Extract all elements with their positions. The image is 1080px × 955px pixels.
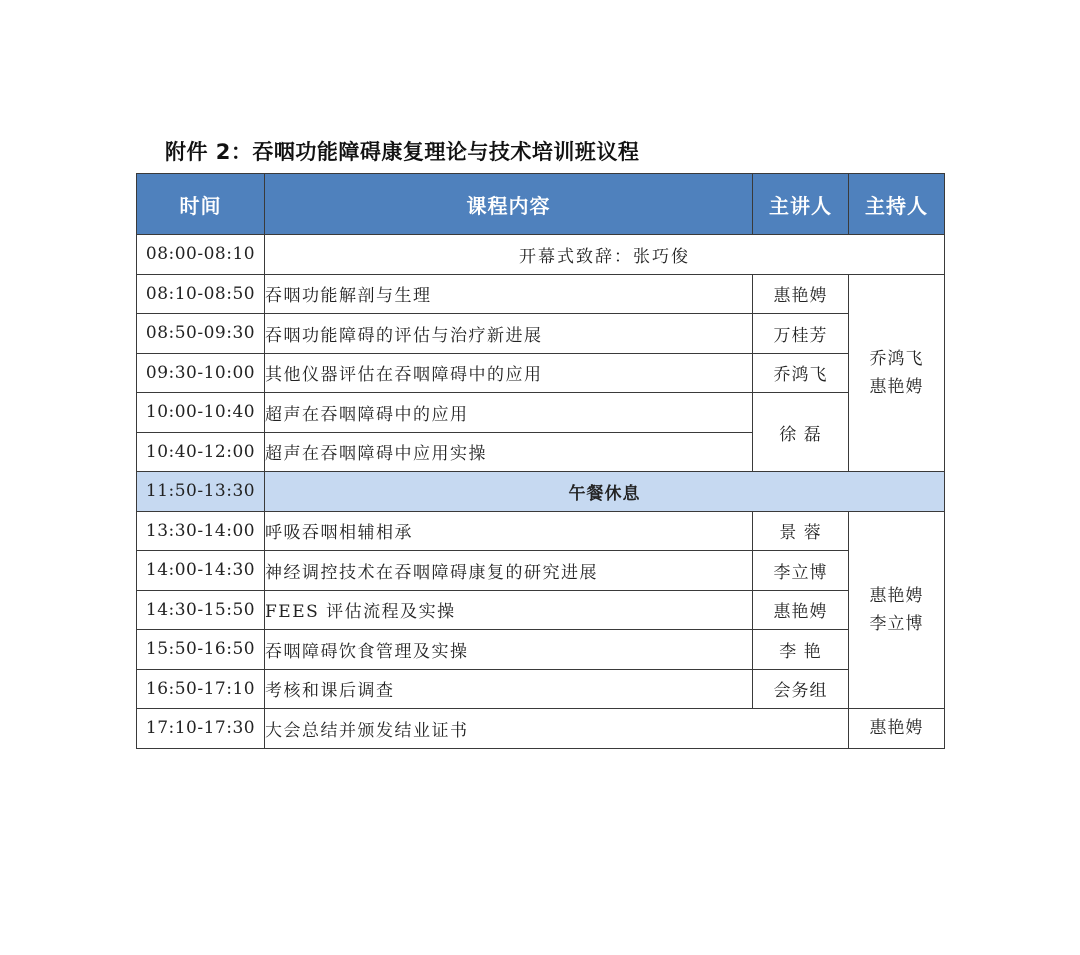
time-cell: 10:00-10:40 bbox=[137, 393, 265, 433]
table-row bbox=[137, 669, 945, 709]
content-cell: FEES 评估流程及实操 bbox=[265, 590, 753, 630]
content-cell: 呼吸吞咽相辅相承 bbox=[265, 511, 753, 551]
table-row bbox=[137, 630, 945, 670]
content-cell: 其他仪器评估在吞咽障碍中的应用 bbox=[265, 353, 753, 393]
table-row bbox=[137, 511, 945, 551]
speaker-cell: 万桂芳 bbox=[753, 314, 849, 354]
header-host: 主持人 bbox=[849, 174, 945, 235]
speaker-cell: 乔鸿飞 bbox=[753, 353, 849, 393]
speaker-cell: 景 蓉 bbox=[753, 511, 849, 551]
speaker-cell: 李立博 bbox=[753, 551, 849, 591]
time-cell: 08:00-08:10 bbox=[137, 235, 265, 275]
time-cell: 13:30-14:00 bbox=[137, 511, 265, 551]
time-cell: 08:50-09:30 bbox=[137, 314, 265, 354]
content-cell: 神经调控技术在吞咽障碍康复的研究进展 bbox=[265, 551, 753, 591]
speaker-cell: 惠艳娉 bbox=[753, 590, 849, 630]
header-speaker: 主讲人 bbox=[753, 174, 849, 235]
content-cell: 考核和课后调查 bbox=[265, 669, 753, 709]
host-name: 李立博 bbox=[869, 613, 924, 634]
table-row-closing bbox=[137, 709, 945, 749]
afternoon-host-cell bbox=[849, 511, 945, 709]
header-time: 时间 bbox=[137, 174, 265, 235]
time-cell: 14:00-14:30 bbox=[137, 551, 265, 591]
table-row bbox=[137, 353, 945, 393]
speaker-cell: 徐 磊 bbox=[753, 393, 849, 472]
speaker-cell: 惠艳娉 bbox=[753, 274, 849, 314]
content-cell: 超声在吞咽障碍中的应用 bbox=[265, 393, 753, 433]
time-cell: 14:30-15:50 bbox=[137, 590, 265, 630]
header-content: 课程内容 bbox=[265, 174, 753, 235]
document-title: 附件 2：吞咽功能障碍康复理论与技术培训班议程 bbox=[165, 140, 640, 164]
time-cell: 17:10-17:30 bbox=[137, 709, 265, 749]
host-name: 乔鸿飞 bbox=[869, 348, 924, 369]
table-row bbox=[137, 551, 945, 591]
table-header-row bbox=[137, 174, 945, 235]
opening-ceremony-cell: 开幕式致辞：张巧俊 bbox=[265, 235, 945, 275]
content-cell: 吞咽功能解剖与生理 bbox=[265, 274, 753, 314]
time-cell: 15:50-16:50 bbox=[137, 630, 265, 670]
table-row-lunch bbox=[137, 472, 945, 512]
speaker-cell: 会务组 bbox=[753, 669, 849, 709]
content-cell: 超声在吞咽障碍中应用实操 bbox=[265, 432, 753, 472]
content-cell: 吞咽功能障碍的评估与治疗新进展 bbox=[265, 314, 753, 354]
agenda-table bbox=[136, 173, 945, 749]
time-cell: 10:40-12:00 bbox=[137, 432, 265, 472]
time-cell: 09:30-10:00 bbox=[137, 353, 265, 393]
time-cell: 08:10-08:50 bbox=[137, 274, 265, 314]
time-cell: 16:50-17:10 bbox=[137, 669, 265, 709]
time-cell: 11:50-13:30 bbox=[137, 472, 265, 512]
table-row bbox=[137, 314, 945, 354]
host-name: 惠艳娉 bbox=[869, 376, 924, 397]
table-row-opening bbox=[137, 235, 945, 275]
content-cell: 吞咽障碍饮食管理及实操 bbox=[265, 630, 753, 670]
table-row bbox=[137, 590, 945, 630]
closing-host-cell: 惠艳娉 bbox=[849, 709, 945, 749]
table-row bbox=[137, 274, 945, 314]
host-name: 惠艳娉 bbox=[869, 585, 924, 606]
table-row bbox=[137, 393, 945, 433]
lunch-break-cell: 午餐休息 bbox=[265, 472, 945, 512]
content-cell: 大会总结并颁发结业证书 bbox=[265, 709, 849, 749]
morning-host-cell bbox=[849, 274, 945, 472]
speaker-cell: 李 艳 bbox=[753, 630, 849, 670]
